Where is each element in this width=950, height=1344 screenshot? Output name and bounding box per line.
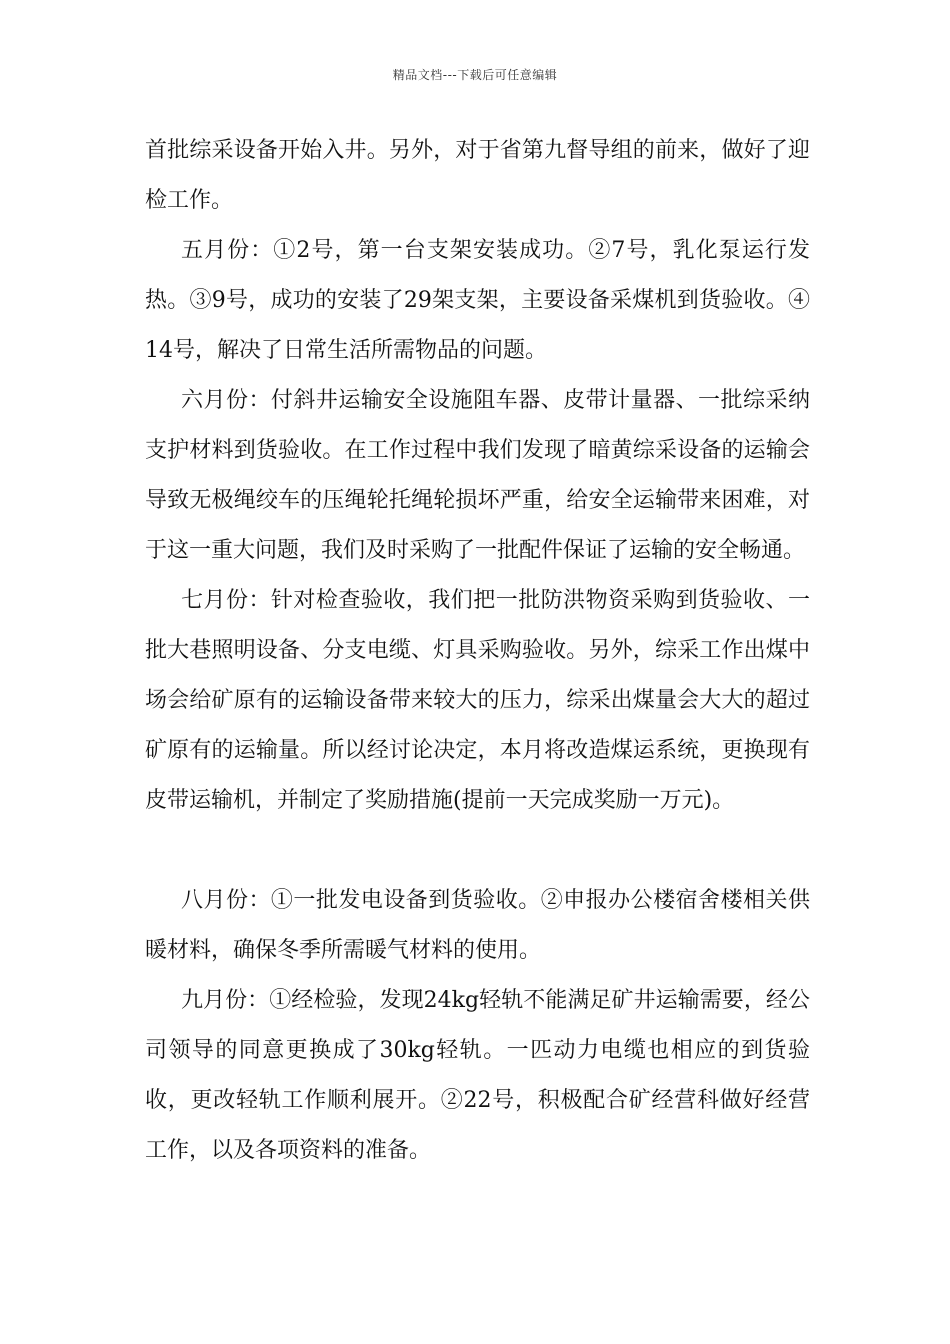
page-header: 精品文档---下载后可任意编辑 (392, 68, 558, 82)
blank-line (145, 826, 810, 876)
paragraph-july: 七月份：针对检查验收，我们把一批防洪物资采购到货验收、一批大巷照明设备、分支电缆、灯具采购验收。另外，综采工作出煤中场会给矿原有的运输设备带来较大的压力，综采出煤量会大大的超过矿原有的运输量。所以经讨论决定，本月将改造煤运系统，更换现有皮带运输机，并制定了奖励措施(提前一天完成奖励一万元)。 (145, 588, 810, 813)
paragraph-september: 九月份：①经检验，发现24kg轻轨不能满足矿井运输需要，经公司领导的同意更换成了30kg轻轨。一匹动力电缆也相应的到货验收，更改轻轨工作顺利展开。②22号，积极配合矿经营科做好经营工作，以及各项资料的准备。 (145, 988, 810, 1163)
paragraph-continuation: 首批综采设备开始入井。另外，对于省第九督导组的前来，做好了迎检工作。 (145, 138, 810, 213)
paragraph-june: 六月份：付斜井运输安全设施阻车器、皮带计量器、一批综采纳支护材料到货验收。在工作过程中我们发现了暗黄综采设备的运输会导致无极绳绞车的压绳轮托绳轮损坏严重，给安全运输带来困难，对于这一重大问题，我们及时采购了一批配件保证了运输的安全畅通。 (145, 388, 810, 563)
paragraph-may: 五月份：①2号，第一台支架安装成功。②7号，乳化泵运行发热。③9号，成功的安装了29架支架，主要设备采煤机到货验收。④14号，解决了日常生活所需物品的问题。 (145, 238, 810, 363)
document-body (145, 126, 810, 1176)
paragraph-august: 八月份：①一批发电设备到货验收。②申报办公楼宿舍楼相关供暖材料，确保冬季所需暖气材料的使用。 (145, 888, 810, 963)
